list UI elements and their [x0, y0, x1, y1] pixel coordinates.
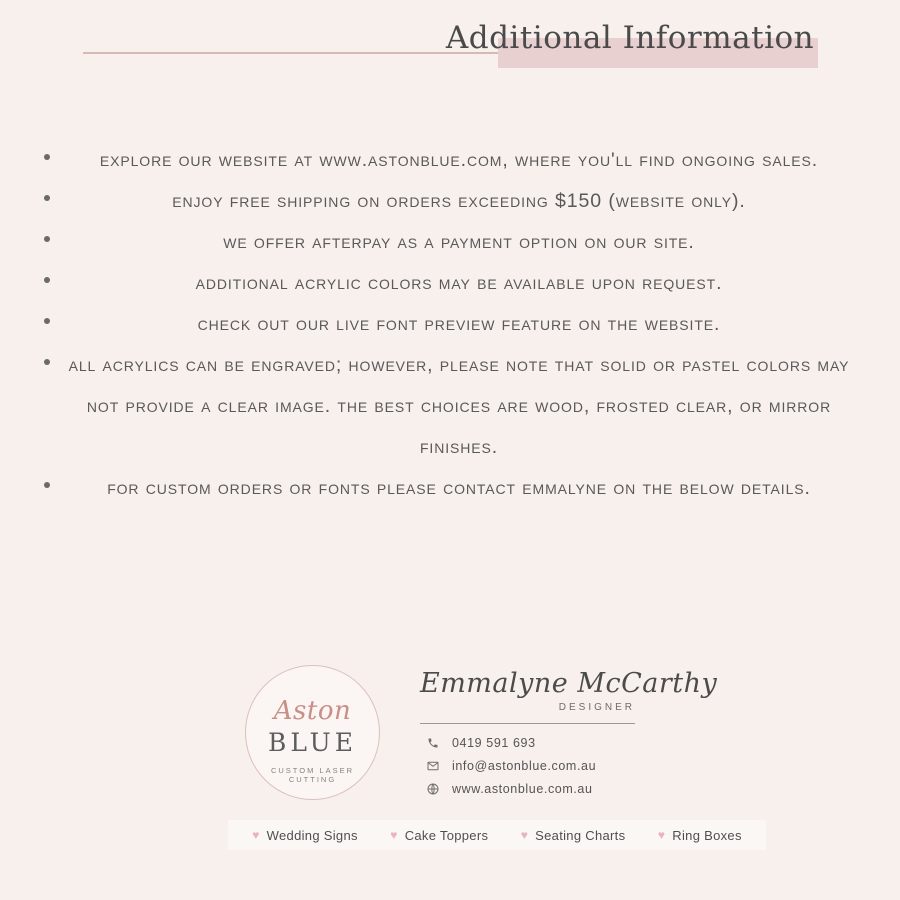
heart-icon: ♥ [252, 828, 260, 842]
list-item-text: enjoy free shipping on orders exceeding $150 (website only). [172, 190, 746, 212]
divider [420, 723, 635, 724]
list-item [36, 181, 882, 222]
contact-phone-row [420, 736, 770, 750]
signature: Emmalyne McCarthy [420, 668, 718, 699]
service-label: Ring Boxes [672, 827, 742, 843]
list-item [36, 468, 882, 509]
heart-icon: ♥ [657, 828, 666, 842]
list-item [36, 140, 882, 181]
list-item [36, 304, 882, 345]
contact-email-row [420, 759, 770, 773]
list-item-text: explore our website at www.astonblue.com, where you'll find ongoing sales. [99, 149, 819, 171]
bullet-dot-icon [44, 318, 50, 324]
list-item-text: we offer afterpay as a payment option on our site. [223, 231, 695, 253]
logo-tagline: CUSTOM LASER CUTTING [270, 766, 355, 784]
service-item [252, 828, 358, 843]
services-bar [228, 820, 766, 850]
service-item [521, 828, 626, 843]
list-item-text: additional acrylic colors may be available upon request. [195, 272, 723, 294]
list-item [36, 345, 882, 468]
bullet-dot-icon [44, 482, 50, 488]
service-label: Wedding Signs [266, 827, 358, 843]
heart-icon: ♥ [520, 828, 529, 842]
list-item-text: all acrylics can be engraved; however, please note that solid or pastel colors may not provide a clear image. the best choices are wood, frosted clear, or mirror finishes. [68, 354, 850, 458]
phone-number[interactable]: 0419 591 693 [452, 736, 536, 750]
envelope-icon [420, 760, 446, 772]
list-item-text: for custom orders or fonts please contact emmalyne on the below details. [107, 477, 811, 499]
website-url[interactable]: www.astonblue.com.au [452, 782, 593, 796]
bullet-dot-icon [44, 359, 50, 365]
footer [0, 650, 900, 900]
heart-icon: ♥ [390, 828, 398, 842]
logo-word-bottom: BLUE [268, 728, 357, 757]
designer-role: DESIGNER [558, 702, 635, 713]
service-label: Seating Charts [535, 827, 626, 843]
contact-block [420, 668, 770, 805]
info-list-section [0, 140, 900, 509]
contact-website-row [420, 782, 770, 796]
globe-icon [420, 783, 446, 795]
list-item [36, 263, 882, 304]
info-list [0, 140, 900, 509]
phone-icon [420, 737, 446, 749]
bullet-dot-icon [44, 154, 50, 160]
list-item-text: check out our live font preview feature on the website. [197, 313, 721, 335]
page-title: Additional Information [445, 20, 815, 56]
service-label: Cake Toppers [404, 827, 489, 843]
brand-logo [245, 665, 380, 800]
service-item [390, 828, 488, 843]
email-address[interactable]: info@astonblue.com.au [452, 759, 597, 773]
logo-word-top: Aston [273, 696, 352, 726]
list-item [36, 222, 882, 263]
bullet-dot-icon [44, 277, 50, 283]
bullet-dot-icon [44, 236, 50, 242]
header [0, 0, 900, 80]
service-item [658, 828, 742, 843]
bullet-dot-icon [44, 195, 50, 201]
